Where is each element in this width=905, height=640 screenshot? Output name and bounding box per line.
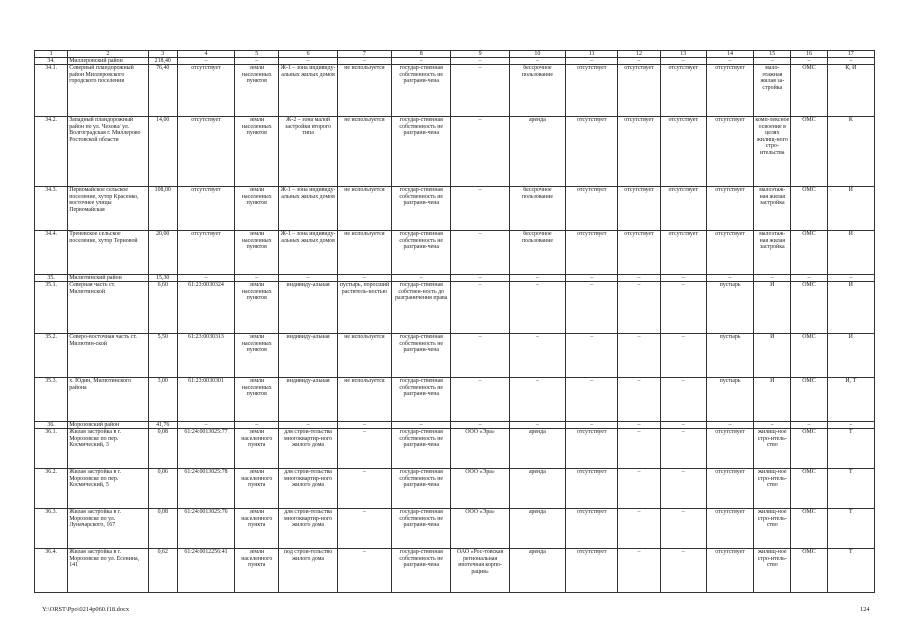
table-cell: не используется — [337, 65, 391, 117]
table-cell: 36.4. — [35, 549, 68, 593]
table-body — [35, 51, 875, 593]
table-cell: земли населенных пунктов — [235, 334, 279, 378]
table-cell: И — [827, 282, 874, 334]
table-cell: 108,00 — [148, 187, 177, 231]
table-cell: И — [754, 282, 791, 334]
table-cell: Жилая застройка в г. Морозовске по ул. Есенина, 141 — [68, 549, 148, 593]
table-cell: 34. — [35, 58, 68, 65]
table-cell: Первомайское сельское поселение, хутор Красенко, восточнее улицы Первомайская — [68, 187, 148, 231]
table-cell: 61:24:0013025:78 — [177, 469, 234, 509]
table-cell: отсутствует — [706, 117, 753, 187]
column-number-cell: 3 — [148, 51, 177, 58]
table-cell: отсутствует — [566, 117, 618, 187]
district-section-row — [35, 58, 875, 65]
table-cell: индивиду-альная — [279, 378, 337, 422]
table-cell: жилищ-ное стро-итель-ство — [754, 549, 791, 593]
column-number-cell: 5 — [235, 51, 279, 58]
column-number-cell: 9 — [451, 51, 509, 58]
table-cell: ОМС — [791, 469, 827, 509]
table-cell: 218,40 — [148, 58, 177, 65]
table-cell: 41,76 — [148, 422, 177, 429]
table-cell: ООО «Эра» — [451, 469, 509, 509]
column-number-cell: 7 — [337, 51, 391, 58]
table-cell: ООО «Эра» — [451, 429, 509, 469]
table-cell: – — [451, 58, 509, 65]
table-cell: государ-ственная собственность не разграни-чена — [392, 509, 451, 549]
table-cell: комп-лексное освоение в целях жилищ-ного стро-ительства — [754, 117, 791, 187]
table-cell: – — [235, 422, 279, 429]
column-number-cell: 4 — [177, 51, 234, 58]
table-cell: жилищ-ное стро-итель-ство — [754, 509, 791, 549]
table-cell: бессрочное пользование — [509, 65, 565, 117]
table-cell: – — [566, 378, 618, 422]
table-cell: 76,40 — [148, 65, 177, 117]
table-cell: – — [660, 422, 706, 429]
table-cell: отсутствует — [660, 65, 706, 117]
table-cell: – — [337, 58, 391, 65]
table-cell: – — [177, 58, 234, 65]
table-cell: – — [451, 334, 509, 378]
table-cell: – — [451, 422, 509, 429]
table-cell: земли населенных пунктов — [235, 231, 279, 275]
table-cell: отсутствует — [660, 187, 706, 231]
table-cell: – — [791, 58, 827, 65]
table-cell: – — [618, 58, 660, 65]
land-plot-row — [35, 509, 875, 549]
land-plot-row — [35, 378, 875, 422]
table-cell: отсутствует — [660, 231, 706, 275]
table-cell: аренда — [509, 549, 565, 593]
column-number-cell: 16 — [791, 51, 827, 58]
table-cell: – — [392, 275, 451, 282]
table-cell: – — [791, 275, 827, 282]
table-cell: И, Т — [827, 378, 874, 422]
table-cell: – — [660, 429, 706, 469]
table-cell: – — [706, 422, 753, 429]
table-cell: Ж-2 – зона малой застройки второго типа — [279, 117, 337, 187]
table-cell: – — [618, 334, 660, 378]
table-cell: Северный пландорожный район Миллеровского городского поселения — [68, 65, 148, 117]
table-cell: – — [451, 282, 509, 334]
table-cell: государ-ственная собственность не разграни-чена — [392, 429, 451, 469]
table-cell: – — [660, 549, 706, 593]
table-cell: – — [618, 378, 660, 422]
table-cell: И — [827, 187, 874, 231]
table-cell: 61:23:0030324 — [177, 282, 234, 334]
table-cell: 14,00 — [148, 117, 177, 187]
table-cell: Т — [827, 429, 874, 469]
table-cell: – — [337, 509, 391, 549]
table-cell: отсутствует — [566, 469, 618, 509]
table-cell: для строи-тельства многоквартир-ного жилого дома — [279, 469, 337, 509]
table-cell: – — [618, 429, 660, 469]
table-cell: – — [618, 469, 660, 509]
table-cell: 34.1. — [35, 65, 68, 117]
table-cell: отсутствует — [566, 509, 618, 549]
table-cell: Северная часть ст. Милютинской — [68, 282, 148, 334]
table-cell: К — [827, 117, 874, 187]
table-cell: – — [337, 549, 391, 593]
table-cell: не используется — [337, 334, 391, 378]
land-plot-row — [35, 334, 875, 378]
table-cell: – — [827, 58, 874, 65]
table-cell: для строи-тельства многоквартир-ного жилого дома — [279, 429, 337, 469]
table-cell: ОМС — [791, 187, 827, 231]
table-cell: – — [451, 231, 509, 275]
table-cell: Миллеровский район — [68, 58, 148, 65]
column-number-cell: 12 — [618, 51, 660, 58]
column-number-cell: 14 — [706, 51, 753, 58]
table-cell: государ-ственная собствен-ность до разграничения права — [392, 282, 451, 334]
column-number-cell: 6 — [279, 51, 337, 58]
table-cell: – — [451, 275, 509, 282]
column-number-cell: 15 — [754, 51, 791, 58]
table-cell: отсутствует — [618, 65, 660, 117]
column-number-cell: 11 — [566, 51, 618, 58]
table-cell: земли населенного пункта — [235, 509, 279, 549]
table-cell: земли населенного пункта — [235, 429, 279, 469]
table-cell: индивиду-альная — [279, 334, 337, 378]
table-cell: отсутствует — [566, 549, 618, 593]
table-cell: бессрочное пользование — [509, 187, 565, 231]
table-cell: пустырь — [706, 378, 753, 422]
table-cell: – — [509, 275, 565, 282]
table-cell: – — [509, 58, 565, 65]
table-cell: земли населенных пунктов — [235, 117, 279, 187]
table-cell: не используется — [337, 378, 391, 422]
table-cell: Т — [827, 509, 874, 549]
table-cell: – — [451, 65, 509, 117]
table-cell: государ-ственная собственность не разграни-чена — [392, 469, 451, 509]
table-cell: 36.1. — [35, 429, 68, 469]
table-cell: 61:24:0012256:41 — [177, 549, 234, 593]
table-cell: для строи-тельства многоквартир-ного жилого дома — [279, 509, 337, 549]
column-number-cell: 10 — [509, 51, 565, 58]
table-cell: 0,08 — [148, 509, 177, 549]
table-cell: индивиду-альная — [279, 282, 337, 334]
table-cell: отсутствует — [566, 429, 618, 469]
column-number-cell: 17 — [827, 51, 874, 58]
table-cell: малоэтаж-ная жилая застройка — [754, 231, 791, 275]
table-cell: отсутствует — [706, 469, 753, 509]
table-cell: Ж-1 – зона индивиду-альных жилых домов — [279, 65, 337, 117]
table-cell: Жилая застройка в г. Морозовске по пер. Космический, 3 — [68, 429, 148, 469]
table-cell: 0,08 — [148, 429, 177, 469]
table-cell: 36.3. — [35, 509, 68, 549]
land-plot-row — [35, 429, 875, 469]
table-cell: отсутствует — [706, 429, 753, 469]
table-cell: – — [660, 509, 706, 549]
table-cell: – — [392, 58, 451, 65]
table-cell: отсутствует — [618, 187, 660, 231]
district-section-row — [35, 422, 875, 429]
table-cell: – — [706, 58, 753, 65]
registry-table-wrapper — [34, 50, 875, 593]
column-number-cell: 2 — [68, 51, 148, 58]
column-number-cell: 13 — [660, 51, 706, 58]
table-cell: пустырь — [706, 334, 753, 378]
table-cell: – — [660, 334, 706, 378]
table-cell: ОМС — [791, 117, 827, 187]
table-cell: – — [451, 117, 509, 187]
table-cell: – — [660, 469, 706, 509]
table-cell: 34.3. — [35, 187, 68, 231]
table-cell: отсутствует — [706, 187, 753, 231]
column-number-row — [35, 51, 875, 58]
table-cell: пустырь, поросший раститель-ностью — [337, 282, 391, 334]
table-cell: аренда — [509, 117, 565, 187]
table-cell: 15,30 — [148, 275, 177, 282]
table-cell: 6,60 — [148, 282, 177, 334]
table-cell: ОМС — [791, 334, 827, 378]
table-cell: Западный пландорожный район по ул. Чехова/ ул. Волгоградская г. Миллерово Ростовской области — [68, 117, 148, 187]
table-cell: Жилая застройка в г. Морозовске по ул. Луначарского, 167 — [68, 509, 148, 549]
table-cell: 20,00 — [148, 231, 177, 275]
table-cell: земли населенных пунктов — [235, 65, 279, 117]
table-cell: – — [235, 58, 279, 65]
table-cell: 35.3. — [35, 378, 68, 422]
table-cell: – — [660, 378, 706, 422]
table-cell: бессрочное пользование — [509, 231, 565, 275]
table-cell: – — [337, 429, 391, 469]
table-cell: – — [754, 275, 791, 282]
table-cell: 34.2. — [35, 117, 68, 187]
table-cell: отсутствует — [177, 117, 234, 187]
table-cell: государ-ственная собственность не разграни-чена — [392, 187, 451, 231]
table-cell: – — [754, 422, 791, 429]
table-cell: аренда — [509, 509, 565, 549]
table-cell: – — [827, 275, 874, 282]
table-cell: – — [791, 422, 827, 429]
table-cell: – — [827, 422, 874, 429]
table-cell: – — [566, 422, 618, 429]
table-cell: Т — [827, 549, 874, 593]
table-cell: аренда — [509, 469, 565, 509]
table-cell: не используется — [337, 117, 391, 187]
table-cell: 0,06 — [148, 469, 177, 509]
table-cell: ОМС — [791, 429, 827, 469]
table-cell: 61:24:0013025:76 — [177, 509, 234, 549]
table-cell: И — [754, 378, 791, 422]
table-cell: И — [827, 231, 874, 275]
table-cell: – — [337, 275, 391, 282]
table-cell: жилищ-ное стро-итель-ство — [754, 429, 791, 469]
table-cell: – — [177, 275, 234, 282]
table-cell: – — [337, 422, 391, 429]
table-cell: отсутствует — [706, 549, 753, 593]
table-cell: 36. — [35, 422, 68, 429]
table-cell: – — [660, 275, 706, 282]
table-cell: – — [566, 58, 618, 65]
land-plot-row — [35, 65, 875, 117]
table-cell: 61:24:0013025:77 — [177, 429, 234, 469]
table-cell: – — [451, 187, 509, 231]
table-cell: Северо-восточная часть ст. Милютин-ской — [68, 334, 148, 378]
table-cell: не используется — [337, 187, 391, 231]
table-cell: И — [827, 334, 874, 378]
table-cell: 35. — [35, 275, 68, 282]
table-cell: Ж-1 – зона индивиду-альных жилых домов — [279, 231, 337, 275]
district-section-row — [35, 275, 875, 282]
table-cell: – — [509, 378, 565, 422]
table-cell: – — [660, 282, 706, 334]
page-number: 124 — [860, 606, 870, 613]
table-cell: – — [337, 469, 391, 509]
table-cell: Жилая застройка в г. Морозовске по пер. Космический, 5 — [68, 469, 148, 509]
table-cell: 61:23:0030301 — [177, 378, 234, 422]
table-cell: ОМС — [791, 231, 827, 275]
table-cell: земли населенных пунктов — [235, 187, 279, 231]
table-cell: – — [660, 58, 706, 65]
table-cell: ОМС — [791, 65, 827, 117]
table-cell: земли населенных пунктов — [235, 378, 279, 422]
table-cell: 5,50 — [148, 334, 177, 378]
table-cell: государ-ственная собственность не разграни-чена — [392, 117, 451, 187]
table-cell: государ-ственная собственность не разграни-чена — [392, 231, 451, 275]
table-cell: – — [509, 422, 565, 429]
table-cell: 36.2. — [35, 469, 68, 509]
table-cell: 61:23:0030313 — [177, 334, 234, 378]
table-cell: ОМС — [791, 378, 827, 422]
table-cell: отсутствует — [566, 65, 618, 117]
table-cell: К, И — [827, 65, 874, 117]
table-cell: 3,00 — [148, 378, 177, 422]
land-plot-row — [35, 549, 875, 593]
table-cell: Морозовский район — [68, 422, 148, 429]
table-cell: – — [706, 275, 753, 282]
table-cell: – — [566, 282, 618, 334]
column-number-cell: 1 — [35, 51, 68, 58]
table-cell: отсутствует — [706, 65, 753, 117]
table-cell: ОМС — [791, 282, 827, 334]
table-cell: отсутствует — [660, 117, 706, 187]
table-cell: – — [509, 282, 565, 334]
table-cell: – — [618, 275, 660, 282]
table-cell: И — [754, 334, 791, 378]
table-cell: ООО «Эра» — [451, 509, 509, 549]
table-cell: 35.1. — [35, 282, 68, 334]
column-number-cell: 8 — [392, 51, 451, 58]
table-cell: отсутствует — [618, 231, 660, 275]
table-cell: – — [566, 334, 618, 378]
table-cell: – — [509, 334, 565, 378]
table-cell: Т — [827, 469, 874, 509]
table-cell: аренда — [509, 429, 565, 469]
table-cell: отсутствует — [566, 187, 618, 231]
table-cell: малоэтаж-ная жилая застройка — [754, 187, 791, 231]
land-plot-row — [35, 187, 875, 231]
table-cell: пустырь — [706, 282, 753, 334]
table-cell: земли населенного пункта — [235, 469, 279, 509]
table-cell: не используется — [337, 231, 391, 275]
table-cell: Милютинский район — [68, 275, 148, 282]
table-cell: под строи-тельство жилого дома — [279, 549, 337, 593]
table-cell: ОМС — [791, 549, 827, 593]
table-cell: ОМС — [791, 509, 827, 549]
table-cell: х. Юдин, Милютинского района — [68, 378, 148, 422]
table-cell: ОАО «Рос-товская региональная ипотечная корпо-рация» — [451, 549, 509, 593]
table-cell: 35.2. — [35, 334, 68, 378]
table-cell: отсутствует — [706, 231, 753, 275]
table-cell: – — [279, 275, 337, 282]
table-cell: государ-ственная собственность не разграни-чена — [392, 65, 451, 117]
table-cell: государ-ственная собственность не разграни-чена — [392, 378, 451, 422]
land-plot-row — [35, 231, 875, 275]
table-cell: – — [754, 58, 791, 65]
table-cell: государ-ственная собственность не разграни-чена — [392, 549, 451, 593]
table-cell: отсутствует — [618, 117, 660, 187]
table-cell: отсутствует — [177, 187, 234, 231]
table-cell: – — [279, 58, 337, 65]
table-cell: – — [618, 509, 660, 549]
table-cell: 34.4. — [35, 231, 68, 275]
table-cell: – — [451, 378, 509, 422]
land-plot-row — [35, 469, 875, 509]
table-cell: – — [618, 422, 660, 429]
table-cell: – — [279, 422, 337, 429]
land-plot-row — [35, 282, 875, 334]
land-plots-table — [34, 50, 875, 593]
table-cell: 0,62 — [148, 549, 177, 593]
table-cell: – — [392, 422, 451, 429]
land-plot-row — [35, 117, 875, 187]
table-cell: отсутствует — [566, 231, 618, 275]
table-cell: – — [618, 282, 660, 334]
table-cell: мало-этажная жилая за-стройка — [754, 65, 791, 117]
table-cell: жилищ-ное стро-итель-ство — [754, 469, 791, 509]
table-cell: отсутствует — [177, 65, 234, 117]
table-cell: Ж-1 – зона индивиду-альных жилых домов — [279, 187, 337, 231]
table-cell: – — [235, 275, 279, 282]
table-cell: земли населенных пунктов — [235, 282, 279, 334]
document-file-path: Y:\ORST\Ppo\0214p060.f18.docx — [42, 606, 130, 613]
table-cell: отсутствует — [706, 509, 753, 549]
table-cell: Треневское сельское поселение, хутор Терновой — [68, 231, 148, 275]
table-cell: – — [177, 422, 234, 429]
table-cell: отсутствует — [177, 231, 234, 275]
table-cell: – — [566, 275, 618, 282]
table-cell: – — [618, 549, 660, 593]
table-cell: государ-ственная собственность не разграни-чена — [392, 334, 451, 378]
table-cell: земли населенного пункта — [235, 549, 279, 593]
